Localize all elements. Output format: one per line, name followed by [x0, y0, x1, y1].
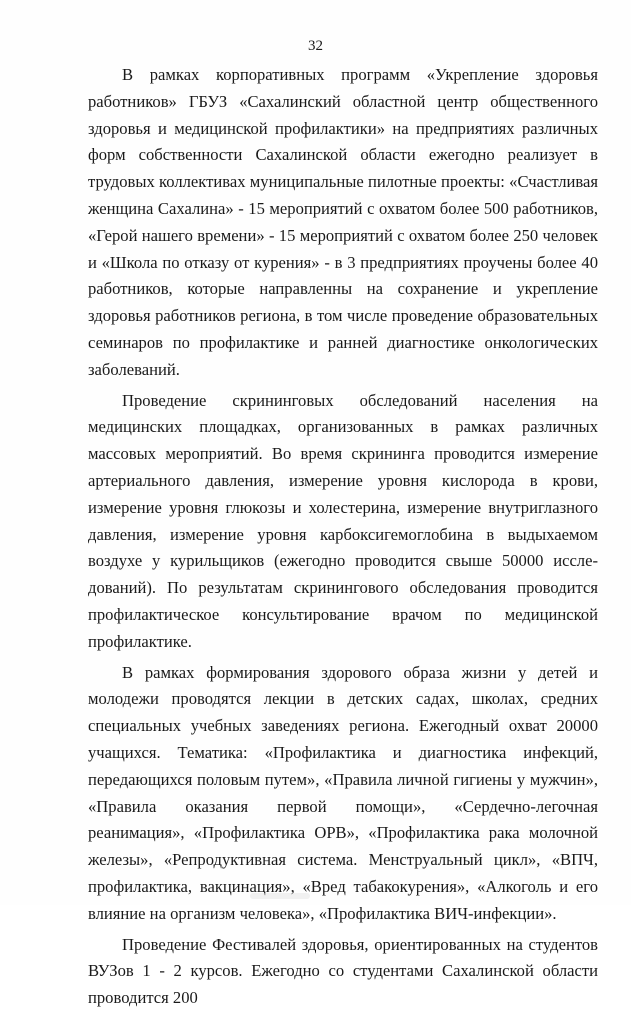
scan-smudge	[250, 893, 310, 899]
body-text	[88, 62, 598, 1012]
paragraph-screening: Проведение скрининговых обследований населения на медицинских площадках, организованных в рамках различных массовых мероприятий. Во время скрининга проводится измерение артериального давления, измерение уровня кислорода в крови, измерение уровня глюкозы и холестерина, измерение внутриглазного давления, измерение уровня карбоксигемоглобина в выдыхаемом воздухе у курильщиков (ежегодно проводится свыше 50000 исследований). По результатам скринингового обследования проводится профилактическое консультирование врачом по медицинской профилактике.	[88, 390, 598, 651]
paragraph-corporate-programs: В рамках корпоративных программ «Укрепление здоровья работников» ГБУЗ «Сахалинский областной центр общественного здоровья и медицинской профилактики» на предприятиях различных форм собственности Сахалинской области ежегодно реализует в трудовых коллективах муниципальные пилотные проекты: «Счастливая женщина Сахалина» - 15 мероприятий с охватом более 500 работников, «Герой нашего времени» - 15 мероприятий с охватом более 250 человек и «Школа по отказу от курения» - в 3 предприятиях проучены более 40 работников, которые направленны на сохранение и укрепление здоровья работников региона, в том числе проведение образовательных семинаров по профилактике и ранней диагностике онкологических заболеваний.	[88, 65, 598, 379]
paragraph-youth-lectures: В рамках формирования здорового образа жизни у детей и молодежи проводятся лекции в детских садах, школах, средних специальных учебных заведениях региона. Ежегодный охват 20000 учащихся. Тематика: «Профилактика и диагностика инфекций, передающихся половым путем», «Правила личной гигиены у мужчин», «Правила оказания первой помощи», «Сердечно-легочная реанимация», «Профилактика ОРВ», «Профилактика рака молочной железы», «Репродуктивная система. Менструальный цикл», «ВПЧ, профилактика, вакцинация», «Вред табакокурения», «Алкоголь и его влияние на организм человека», «Профилактика ВИЧ-инфекции».	[88, 662, 598, 923]
paragraph-health-festivals: Проведение Фестивалей здоровья, ориентированных на студентов ВУЗов 1 - 2 курсов. Ежегодно со студентами Сахалинской области проводится 200	[88, 934, 598, 1008]
page-number: 32	[308, 38, 323, 54]
